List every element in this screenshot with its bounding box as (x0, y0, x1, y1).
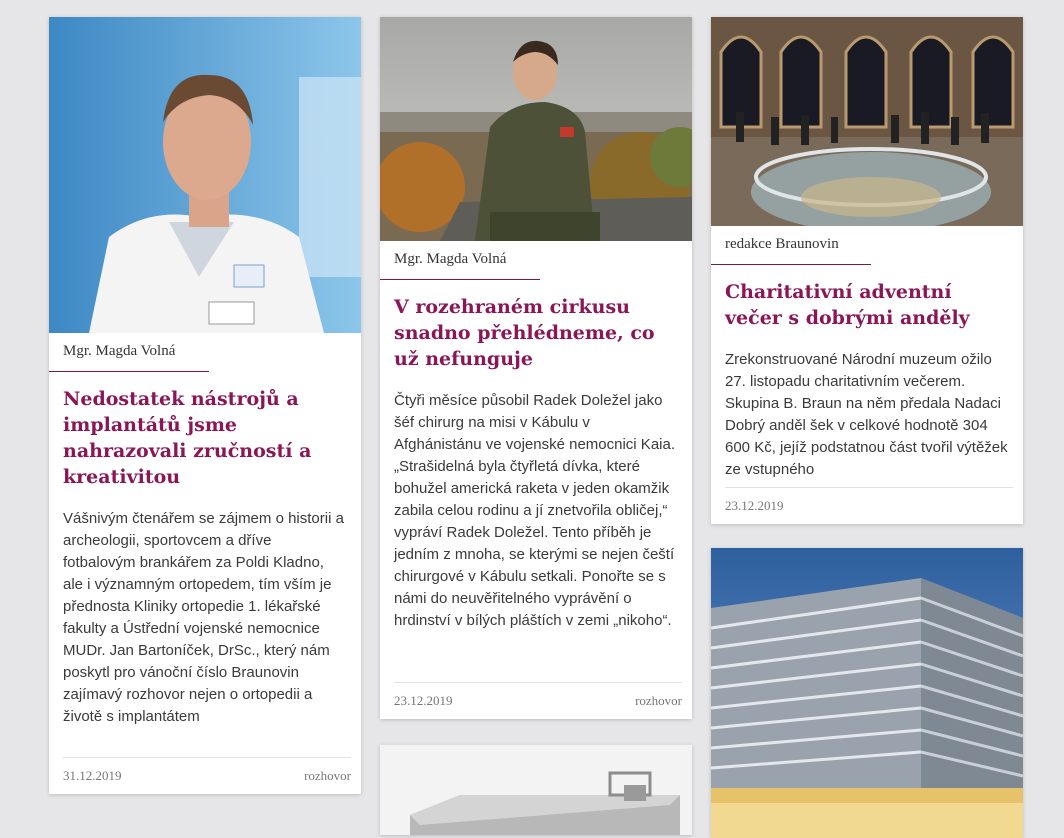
museum-photo[interactable] (711, 17, 1023, 226)
article-card-4[interactable] (380, 745, 692, 835)
article-card-2[interactable] (380, 17, 692, 719)
article-excerpt: Vášnivým čtenářem se zájmem o historii a archeologii, sportovcem a dříve fotbalovým brankářem za Poldi Kladno, ale i významným ortopedem, tím vším je přednosta Kliniky ortopedie 1. lékařské fakulty a Ústřední vojenské nemocnice MUDr. Jan Bartoníček, DrSc., který nám poskytl pro vánoční číslo Braunovin zajímavý rozhovor nejen o ortopedii a životě s implantátem (63, 510, 344, 725)
building-photo[interactable] (711, 548, 1023, 838)
article-excerpt: Zrekonstruované Národní muzeum ožilo 27. listopadu charitativním večerem. Skupina B. Braun na něm předala Nadaci Dobrý anděl šek v celkové hodnotě 304 600 Kč, jejíž podstatnou část tvořil výtěžek ze vstupného (725, 351, 1008, 478)
article-date: 31.12.2019 (63, 768, 122, 783)
category-tag[interactable]: rozhovor (635, 693, 682, 708)
soldier-photo[interactable] (380, 17, 692, 241)
article-date: 23.12.2019 (394, 693, 453, 708)
category-tag[interactable]: rozhovor (304, 768, 351, 783)
article-card-5[interactable] (711, 548, 1023, 838)
author: Mgr. Magda Volná (394, 251, 507, 267)
card-footer (725, 487, 1013, 524)
card-footer (394, 682, 682, 719)
instrument-tray-photo[interactable] (380, 745, 692, 835)
author: redakce Braunovin (725, 236, 839, 252)
article-date: 23.12.2019 (725, 498, 784, 513)
article-excerpt: Čtyři měsíce působil Radek Doležel jako šéf chirurg na misi v Kábulu v Afghánistánu ve vojenské nemocnici Kaia. „Strašidelná byla čtyřletá dívka, které bohužel americká raketa v jeden okamžik zabila celou rodinu a jí znetvořila obličej,“ vypráví Radek Doležel. Tento příběh je jedním z mnoha, se kterými se nejen čeští chirurgové v Kábulu setkali. Ponořte se s námi do neuvěřitelného vyprávění o hrdinství v bílých pláštích v zemi „nikoho“. (394, 392, 676, 629)
doctor-photo[interactable] (49, 17, 361, 333)
article-title[interactable]: Charitativní adventní večer s dobrými anděly (725, 281, 970, 329)
article-title[interactable]: V rozehraném cirkusu snadno přehlédneme, co už nefunguje (394, 296, 655, 370)
article-title[interactable]: Nedostatek nástrojů a implantátů jsme nahrazovali zručností a kreativitou (63, 388, 312, 488)
card-footer (63, 757, 351, 794)
article-card-3[interactable] (711, 17, 1023, 524)
article-card-1[interactable] (49, 17, 361, 794)
author: Mgr. Magda Volná (63, 343, 176, 359)
